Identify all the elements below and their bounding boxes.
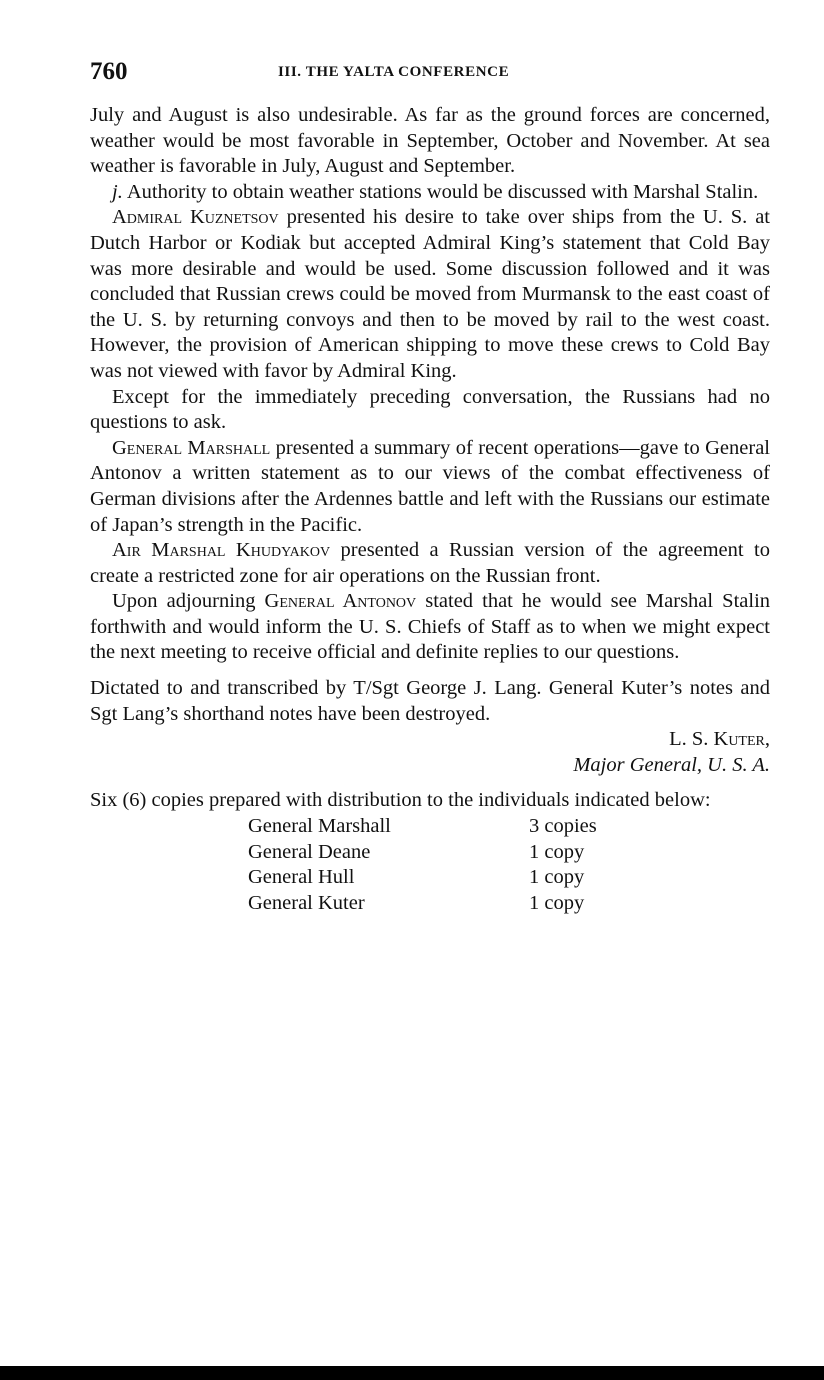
speaker-name: Air Marshal Khudyakov bbox=[112, 539, 331, 562]
copy-count: 1 copy bbox=[529, 840, 585, 863]
page-header bbox=[90, 58, 770, 88]
paragraph-antonov bbox=[90, 589, 770, 666]
paragraph-no-questions: Except for the immediately preceding conversation, the Russians had no questions to ask. bbox=[90, 385, 770, 434]
paragraph-dictation: Dictated to and transcribed by T/Sgt George J. Lang. General Kuter’s notes and Sgt Lang’s shorthand notes have been destroyed. bbox=[90, 677, 770, 725]
paragraph-text: presented a Russian version of the agreement to create a restricted zone for air operations on the Russian front. bbox=[90, 539, 770, 587]
table-row bbox=[248, 840, 597, 866]
paragraph-text: presented his desire to take over ships from the U. S. at Dutch Harbor or Kodiak but accepted Admiral King’s statement that Cold Bay was more desirable and would be used. Some discussion followed and it was concluded that Russian crews could be moved from Murmansk to the east coast of the U. S. by returning convoys and then to be moved by rail to the west coast. However, the provision of American shipping to move these crews to Cold Bay was not viewed with favor by Admiral King. bbox=[90, 206, 770, 382]
paragraph-weather-stations bbox=[90, 180, 770, 206]
paragraph-marshall bbox=[90, 436, 770, 538]
recipient-name: General Marshall bbox=[248, 815, 391, 838]
paragraph-khudyakov bbox=[90, 538, 770, 589]
paragraph-text: Authority to obtain weather stations would be discussed with Marshal Stalin. bbox=[122, 180, 759, 203]
signature-block bbox=[90, 727, 770, 778]
distribution-section bbox=[90, 788, 770, 916]
table-row bbox=[248, 891, 597, 917]
scan-edge-bar bbox=[0, 1366, 824, 1380]
document-body bbox=[90, 103, 770, 916]
speaker-name: General Antonov bbox=[264, 590, 417, 613]
distribution-table bbox=[248, 814, 597, 916]
distribution-intro: Six (6) copies prepared with distribution to the individuals indicated below: bbox=[90, 789, 711, 812]
speaker-name: Admiral Kuznetsov bbox=[112, 206, 279, 229]
running-head: III. THE YALTA CONFERENCE bbox=[278, 64, 510, 80]
page-number: 760 bbox=[90, 58, 128, 85]
paragraph-text: presented a summary of recent operations—gave to General Antonov a written statement as to our views of the combat effectiveness of German divisions after the Ardennes battle and left with the Russians our estimate of Japan’s strength in the Pacific. bbox=[90, 436, 770, 536]
table-row bbox=[248, 814, 597, 840]
recipient-name: General Kuter bbox=[248, 891, 365, 914]
item-label: j. bbox=[112, 180, 123, 203]
copy-count: 3 copies bbox=[529, 815, 597, 838]
copy-count: 1 copy bbox=[529, 866, 585, 889]
speaker-name: General Marshall bbox=[112, 436, 271, 459]
paragraph-kuznetsov bbox=[90, 205, 770, 384]
table-row bbox=[248, 865, 597, 891]
signature-name: L. S. Kuter, bbox=[669, 728, 770, 751]
paragraph-text: Upon adjourning bbox=[112, 590, 265, 613]
signature-rank: Major General, U. S. A. bbox=[573, 753, 770, 776]
paragraph-text: stated that he would see Marshal Stalin forthwith and would inform the U. S. Chiefs of Staff as to when we might expect the next meeting to receive official and definite replies to our questions. bbox=[90, 590, 771, 664]
paragraph-weather: July and August is also undesirable. As far as the ground forces are concerned, weather would be most favorable in September, October and November. At sea weather is favorable in July, August and September. bbox=[90, 104, 770, 178]
copy-count: 1 copy bbox=[529, 891, 585, 914]
recipient-name: General Deane bbox=[248, 840, 371, 863]
recipient-name: General Hull bbox=[248, 866, 355, 889]
